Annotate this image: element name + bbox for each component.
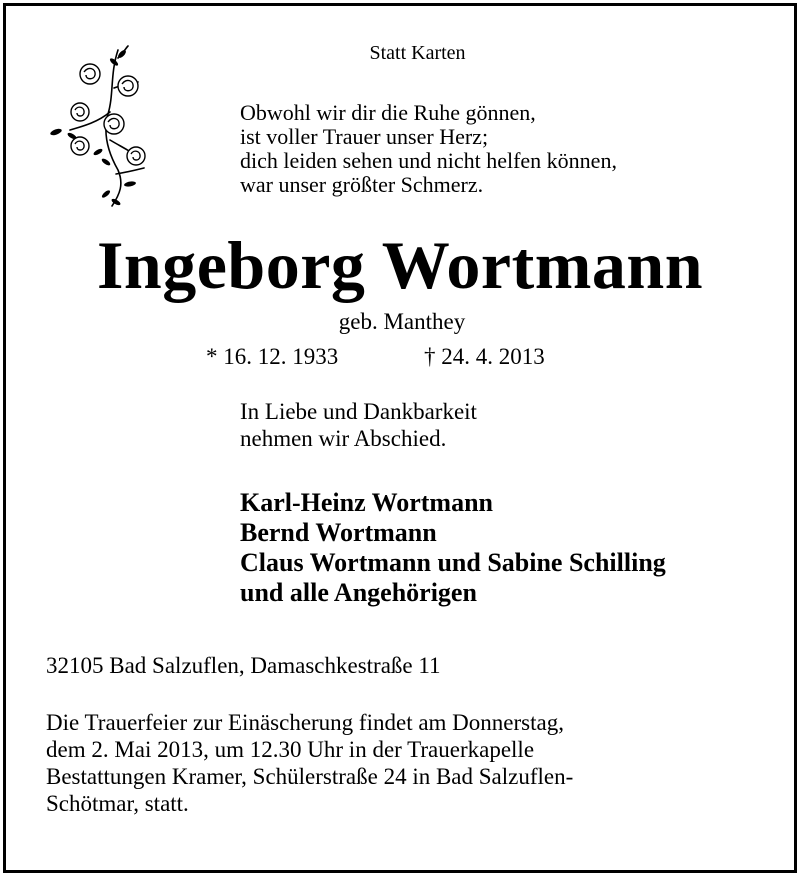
death-date: † 24. 4. 2013: [424, 344, 545, 369]
header-title: Statt Karten: [369, 42, 466, 64]
family-member: und alle Angehörigen: [240, 578, 477, 607]
maiden-name: geb. Manthey: [338, 309, 466, 334]
family-member: Bernd Wortmann: [240, 518, 437, 547]
ceremony-line: dem 2. Mai 2013, um 12.30 Uhr in der Trauerkapelle: [46, 737, 535, 762]
farewell-line: In Liebe und Dankbarkeit: [240, 399, 477, 424]
ceremony-line: Die Trauerfeier zur Einäscherung findet am Donnerstag,: [46, 710, 564, 735]
deceased-name: Ingeborg Wortmann: [96, 227, 704, 303]
family-member: Claus Wortmann und Sabine Schilling: [240, 548, 666, 577]
ceremony-notice: [46, 709, 573, 817]
family-list: [240, 488, 666, 608]
farewell-line: nehmen wir Abschied.: [240, 426, 447, 451]
ceremony-line: Schötmar, statt.: [46, 791, 189, 816]
poem: [240, 101, 617, 197]
poem-line: dich leiden sehen und nicht helfen können,: [240, 148, 617, 173]
ceremony-line: Bestattungen Kramer, Schülerstraße 24 in Bad Salzuflen-: [46, 764, 574, 789]
poem-line: Obwohl wir dir die Ruhe gönnen,: [240, 100, 536, 125]
poem-line: ist voller Trauer unser Herz;: [240, 124, 489, 149]
birth-date: * 16. 12. 1933: [206, 344, 339, 369]
farewell-text: [240, 398, 477, 452]
family-member: Karl-Heinz Wortmann: [240, 488, 494, 517]
rose-branch-icon: [40, 44, 160, 209]
poem-line: war unser größter Schmerz.: [240, 172, 484, 197]
address: 32105 Bad Salzuflen, Damaschkestraße 11: [46, 653, 441, 678]
